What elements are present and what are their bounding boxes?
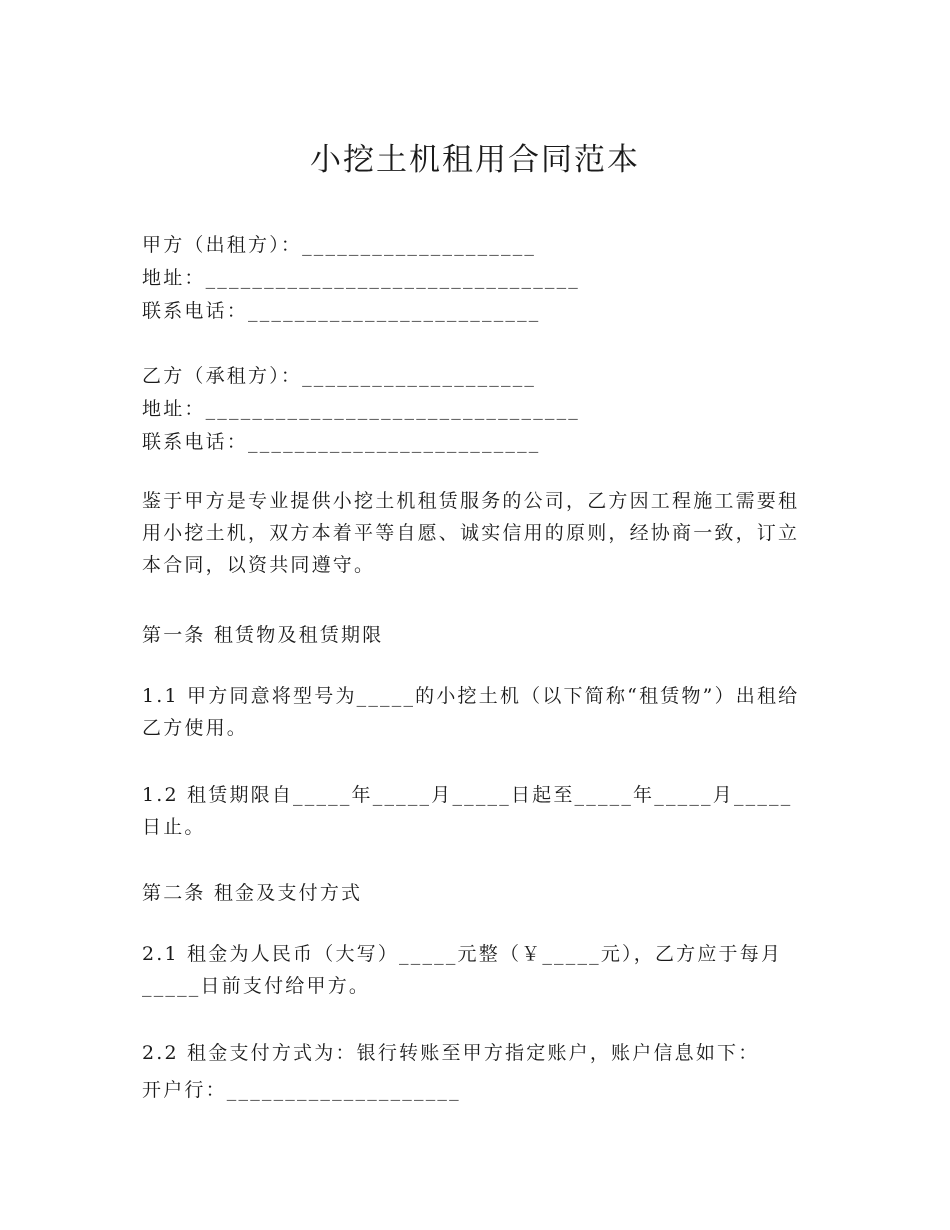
party-b-address-line: 地址：________________________________	[142, 398, 581, 420]
clause-2-2: 2.2 租金支付方式为：银行转账至甲方指定账户，账户信息如下：	[142, 1042, 760, 1064]
article-2-heading: 第二条 租金及支付方式	[142, 882, 363, 904]
article-1-heading: 第一条 租赁物及租赁期限	[142, 624, 384, 646]
bank-line: 开户行：____________________	[142, 1079, 461, 1101]
party-a-phone-line: 联系电话：_________________________	[142, 300, 541, 322]
clause-2-1: 2.1 租金为人民币（大写）_____元整（￥_____元），乙方应于每月_____日前支付给甲方。	[142, 943, 783, 997]
clause-1-1: 1.1 甲方同意将型号为_____的小挖土机（以下简称“租赁物”）出租给乙方使用。	[142, 685, 800, 739]
party-b-name-line: 乙方（承租方）：____________________	[142, 365, 537, 387]
clause-1-2: 1.2 租赁期限自_____年_____月_____日起至_____年_____月_____日止。	[142, 784, 793, 838]
preamble-paragraph: 鉴于甲方是专业提供小挖土机租赁服务的公司，乙方因工程施工需要租用小挖土机，双方本着平等自愿、诚实信用的原则，经协商一致，订立本合同，以资共同遵守。	[142, 490, 800, 576]
party-a-name-line: 甲方（出租方）：____________________	[142, 234, 537, 256]
party-b-phone-line: 联系电话：_________________________	[142, 431, 541, 453]
document-title: 小挖土机租用合同范本	[310, 142, 640, 178]
party-a-address-line: 地址：________________________________	[142, 267, 581, 289]
